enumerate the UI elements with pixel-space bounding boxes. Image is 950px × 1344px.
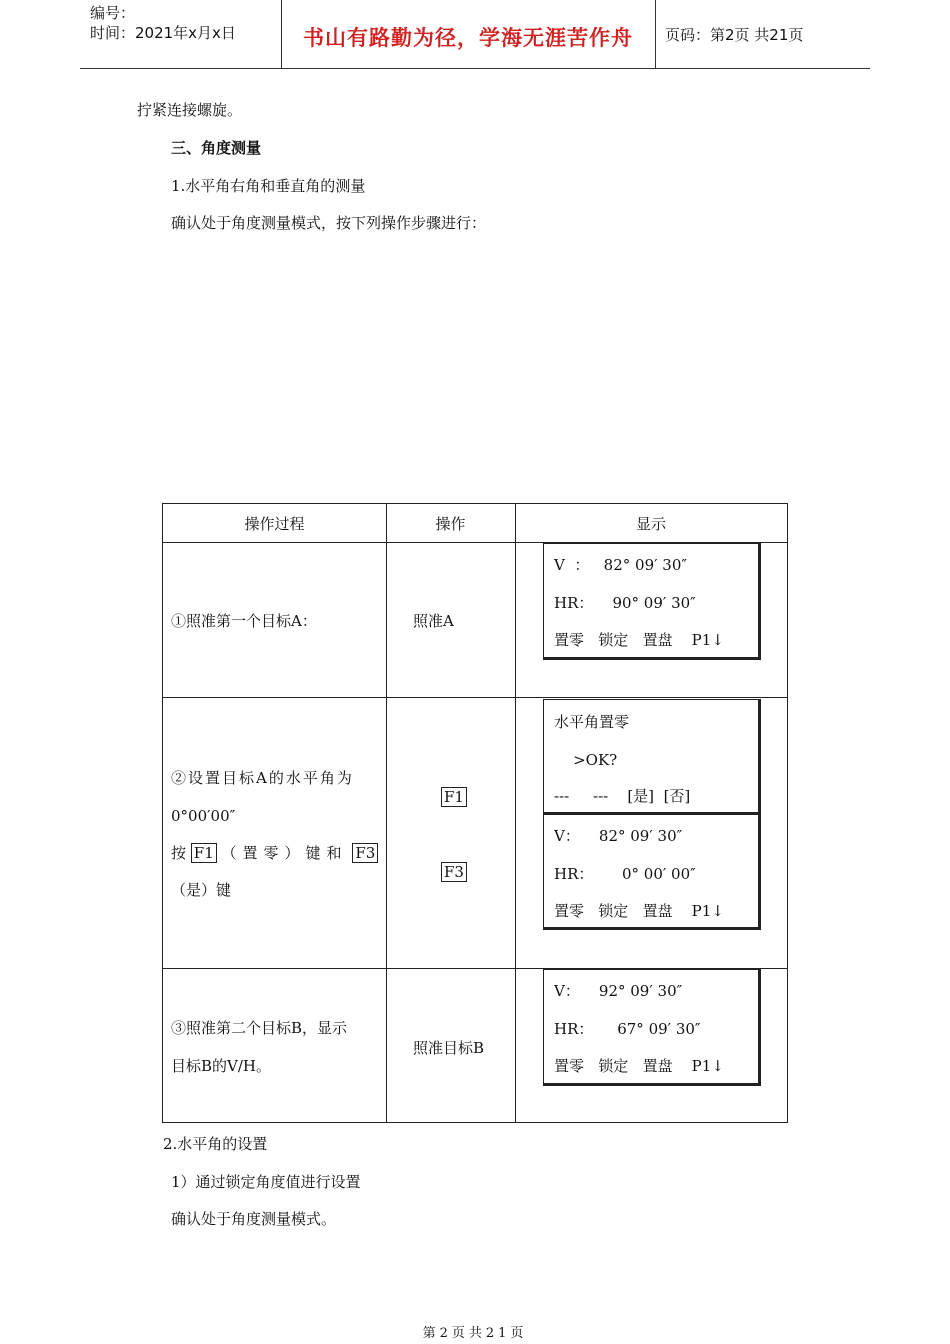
subsection-heading: 1.水平角右角和垂直角的测量 xyxy=(171,177,366,195)
process-cell: ③照准第二个目标B，显示 xyxy=(171,1019,348,1037)
body-text: 确认处于角度测量模式。 xyxy=(171,1210,337,1228)
column-header: 操作 xyxy=(435,515,466,533)
column-header: 操作过程 xyxy=(244,515,305,533)
operation-cell xyxy=(441,862,467,882)
intro-text: 确认处于角度测量模式，按下列操作步骤进行： xyxy=(171,214,487,232)
instrument-display xyxy=(543,814,761,930)
process-cell xyxy=(171,843,378,863)
text-line: 拧紧连接螺旋。 xyxy=(137,101,243,119)
page-header xyxy=(80,0,870,69)
operation-cell: 照准目标B xyxy=(413,1039,485,1057)
page-footer: 第2页共21页 xyxy=(422,1326,528,1341)
operation-cell: 照准A xyxy=(413,612,454,630)
header-motto: 书山有路勤为径，学海无涯苦作舟 xyxy=(303,26,633,50)
operation-cell xyxy=(441,787,467,807)
process-cell: ①照准第一个目标A： xyxy=(171,612,317,630)
display-line: V： 92° 09′ 30″ xyxy=(554,982,683,1000)
display-line: 置零 锁定 置盘 P1↓ xyxy=(554,631,724,649)
f3-key: F3 xyxy=(441,862,467,882)
display-line: 置零 锁定 置盘 P1↓ xyxy=(554,902,724,920)
f3-key: F3 xyxy=(352,843,378,863)
display-line: 水平角置零 xyxy=(554,713,630,731)
display-line: --- --- [是] [否] xyxy=(554,787,691,805)
process-text: 按 xyxy=(171,844,187,862)
instrument-display xyxy=(543,699,761,815)
subsection-heading: 2.水平角的设置 xyxy=(163,1135,268,1153)
table-rule xyxy=(163,697,787,698)
page-label: 页码：第2页 共21页 xyxy=(665,26,804,44)
display-line: V ： 82° 09′ 30″ xyxy=(554,556,687,574)
table-rule xyxy=(386,504,387,1122)
number-label: 编号： xyxy=(90,4,136,22)
process-cell: 0°00′00″ xyxy=(171,807,236,825)
instrument-display xyxy=(543,969,761,1086)
operation-table xyxy=(162,503,788,1123)
display-line: >OK? xyxy=(554,751,618,769)
display-line: HR： 90° 09′ 30″ xyxy=(554,594,696,612)
display-line: HR： 0° 00′ 00″ xyxy=(554,865,696,883)
table-rule xyxy=(515,504,516,1122)
list-item: 1）通过锁定角度值进行设置 xyxy=(171,1173,361,1191)
process-cell: 目标B的V/H。 xyxy=(171,1057,271,1075)
display-line: 置零 锁定 置盘 P1↓ xyxy=(554,1057,724,1075)
display-line: V： 82° 09′ 30″ xyxy=(554,827,683,845)
section-heading: 三、角度测量 xyxy=(171,139,262,157)
f1-key: F1 xyxy=(191,843,217,863)
process-cell: ②设置目标A的水平角为 xyxy=(171,769,354,787)
display-line: HR： 67° 09′ 30″ xyxy=(554,1020,701,1038)
instrument-display xyxy=(543,543,761,660)
process-cell: （是）键 xyxy=(171,881,232,899)
f1-key: F1 xyxy=(441,787,467,807)
column-header: 显示 xyxy=(635,515,666,533)
header-divider xyxy=(655,0,656,68)
process-text: （置零）键和 xyxy=(221,844,348,862)
time-label: 时间：2021年x月x日 xyxy=(90,24,236,42)
